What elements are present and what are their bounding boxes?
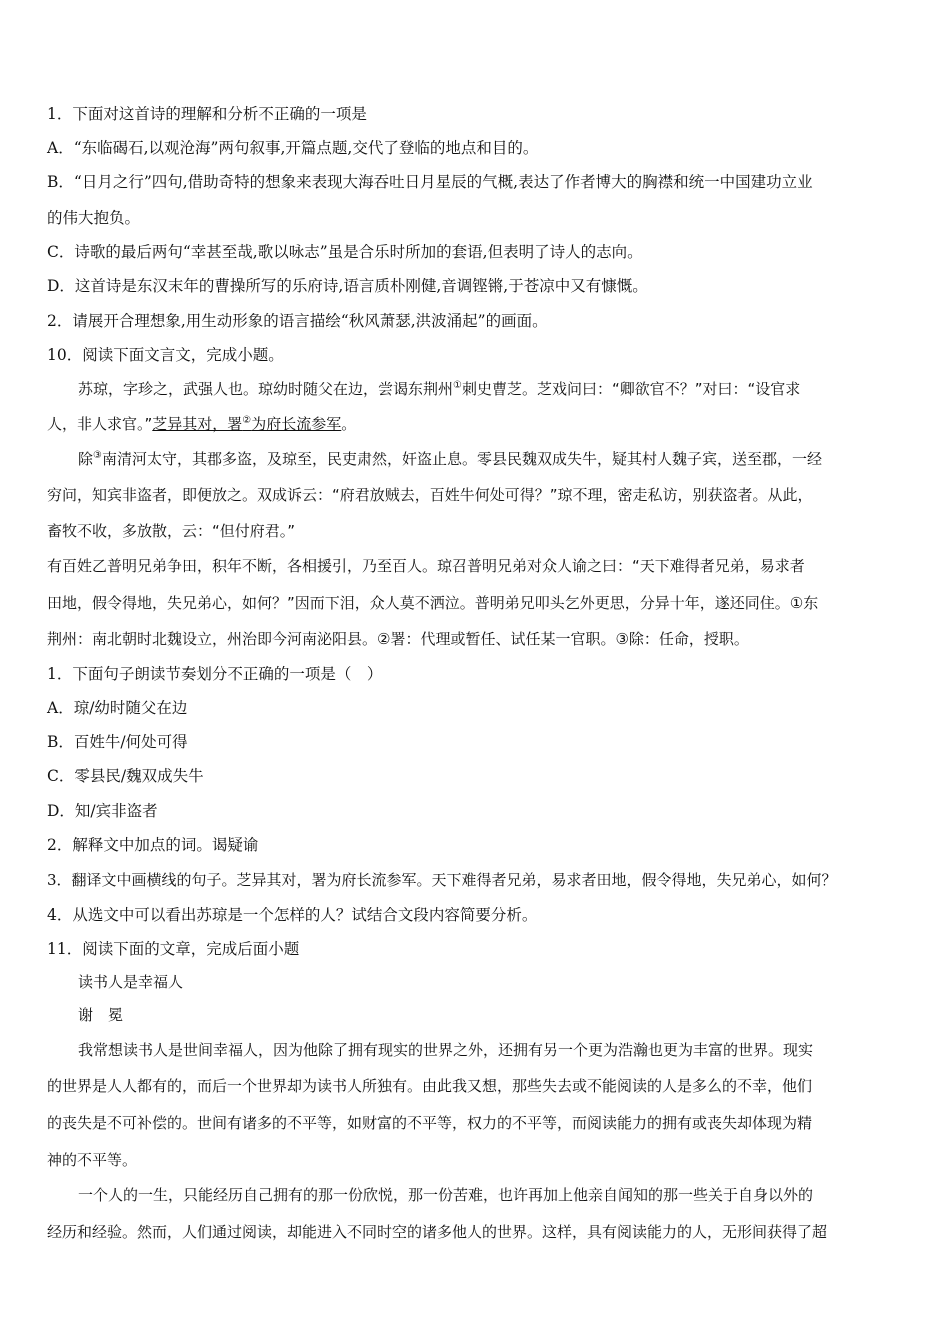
- option-b: B．“日月之行”四句,借助奇特的想象来表现大海吞吐日月星辰的气概,表达了作者博大的胸襟和统一中国建功立业: [47, 173, 813, 191]
- footnote-marker: ③: [93, 450, 102, 461]
- passage-line: [78, 379, 908, 399]
- subquestion-4: 4．从选文中可以看出苏琼是一个怎样的人？试结合文段内容简要分析。: [47, 906, 538, 924]
- footnote-marker: ②: [242, 415, 252, 426]
- passage-text: 南清河太守，其郡多盗，及琼至，民吏肃然，奸盗止息。零县民魏双成失牛，疑其村人魏子宾，送至郡，一经: [101, 450, 822, 468]
- passage-text: 。: [341, 415, 357, 433]
- subquestion-2: 2．解释文中加点的词。谒疑谕: [47, 836, 259, 854]
- subquestion-1: 1．下面句子朗读节奏划分不正确的一项是（ ）: [47, 665, 383, 683]
- option-d: D．知/宾非盗者: [47, 802, 158, 820]
- passage-line: 田地，假令得地，失兄弟心，如何？”因而下泪，众人莫不洒泣。普明弟兄叩头乞外更思，分异十年，遂还同住。①东: [47, 594, 819, 612]
- article-line: 的丧失是不可补偿的。世间有诸多的不平等，如财富的不平等，权力的不平等，而阅读能力的拥有或丧失却体现为精: [47, 1114, 813, 1132]
- article-line: 经历和经验。然而，人们通过阅读，却能进入不同时空的诸多他人的世界。这样，具有阅读能力的人，无形间获得了超: [47, 1223, 828, 1241]
- passage-text: 人，非人求官。”: [47, 415, 153, 433]
- passage-text: 刺史曹芝。芝戏问曰：“卿欲官不？”对曰：“设官求: [461, 380, 801, 398]
- question-2: 2．请展开合理想象,用生动形象的语言描绘“秋风萧瑟,洪波涌起”的画面。: [47, 312, 548, 330]
- footnote-marker: ①: [453, 380, 462, 391]
- option-a: A．琼/幼时随父在边: [47, 699, 188, 717]
- passage-line: 有百姓乙普明兄弟争田，积年不断，各相援引，乃至百人。琼召普明兄弟对众人谕之曰：“天下难得者兄弟，易求者: [47, 557, 805, 575]
- passage-text: 苏琼，字珍之，武强人也。琼幼时随父在边，尝谒东荆州: [78, 380, 454, 398]
- option-b: B．百姓牛/何处可得: [47, 733, 188, 751]
- passage-line: [47, 414, 917, 434]
- question-10-heading: 10．阅读下面文言文，完成小题。: [47, 346, 284, 364]
- article-line: 的世界是人人都有的，而后一个世界却为读书人所独有。由此我又想，那些失去或不能阅读的人是多么的不幸，他们: [47, 1077, 813, 1095]
- option-c: C．零县民/魏双成失牛: [47, 767, 204, 785]
- footnotes-line: 荆州：南北朝时北魏设立，州治即今河南泌阳县。②署：代理或暂任、试任某一官职。③除：任命，授职。: [47, 630, 749, 648]
- question-11-heading: 11．阅读下面的文章，完成后面小题: [47, 940, 300, 958]
- option-d: D．这首诗是东汉末年的曹操所写的乐府诗,语言质朴刚健,音调铿锵,于苍凉中又有慷慨。: [47, 277, 648, 295]
- passage-line: [78, 449, 908, 469]
- article-title: 读书人是幸福人: [78, 973, 184, 991]
- question-1-stem: 1．下面对这首诗的理解和分析不正确的一项是: [47, 105, 367, 123]
- option-c: C．诗歌的最后两句“幸甚至哉,歌以咏志”虽是合乐时所加的套语,但表明了诗人的志向。: [47, 243, 643, 261]
- passage-line: 穷问，知宾非盗者，即便放之。双成诉云：“府君放贼去，百姓牛何处可得？”琼不理，密走私访，别获盗者。从此，: [47, 486, 813, 504]
- passage-text: 除: [78, 450, 94, 468]
- article-line: 神的不平等。: [47, 1151, 138, 1169]
- option-a: A．“东临碣石,以观沧海”两句叙事,开篇点题,交代了登临的地点和目的。: [47, 139, 539, 157]
- passage-line: 畜牧不收，多放散，云：“但付府君。”: [47, 522, 296, 540]
- article-author: 谢 冕: [78, 1006, 124, 1024]
- option-b-continued: 的伟大抱负。: [47, 209, 141, 227]
- article-line: 我常想读书人是世间幸福人，因为他除了拥有现实的世界之外，还拥有另一个更为浩瀚也更为丰富的世界。现实: [78, 1041, 814, 1059]
- underlined-sentence: 芝异其对，署②为府长流参军: [152, 415, 342, 433]
- subquestion-3: 3．翻译文中画横线的句子。芝异其对，署为府长流参军。天下难得者兄弟，易求者田地，假令得地，失兄弟心，如何？: [47, 871, 837, 889]
- article-line: 一个人的一生，只能经历自己拥有的那一份欣悦，那一份苦难，也许再加上他亲自闻知的那一些关于自身以外的: [78, 1186, 814, 1204]
